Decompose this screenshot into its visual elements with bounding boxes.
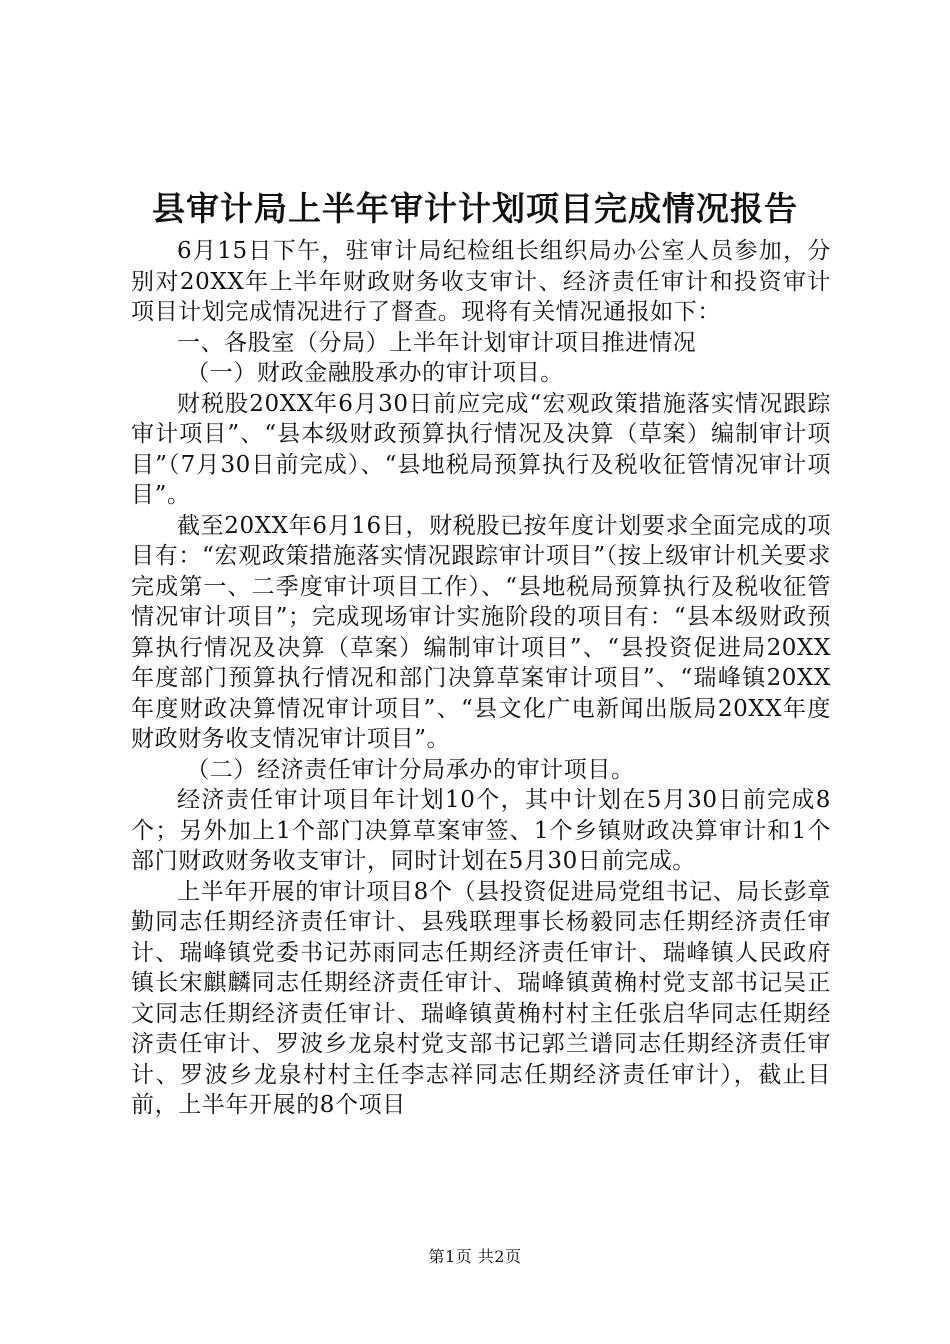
paragraph-finance-progress: 截至20XX年6月16日，财税股已按年度计划要求全面完成的项目有：“宏观政策措施落实情况跟踪审计项目”（按上级审计机关要求完成第一、二季度审计项目工作）、“县地税局预算执行及税收征管情况审计项目”；完成现场审计实施阶段的项目有：“县本级财政预算执行情况及决算（草案）编制审计项目”、“县投资促进局20XX年度部门预算执行情况和部门决算草案审计项目”、“瑞峰镇20XX年度财政决算情况审计项目”、“县文化广电新闻出版局20XX年度财政财务收支情况审计项目”。 (131, 512, 831, 752)
paragraph-economic-plan: 经济责任审计项目年计划10个，其中计划在5月30日前完成8个；另外加上1个部门决算草案审签、1个乡镇财政决算审计和1个部门财政财务收支审计，同时计划在5月30日前完成。 (131, 787, 831, 874)
subsection-heading-1: （一）财政金融股承办的审计项目。 (186, 360, 564, 386)
paragraph-finance-plan: 财税股20XX年6月30日前应完成“宏观政策措施落实情况跟踪审计项目”、“县本级财政预算执行情况及决算（草案）编制审计项目”（7月30日前完成）、“县地税局预算执行及税收征管情况审计项目”。 (131, 390, 831, 508)
page-footer: 第1页 共2页 (428, 1247, 522, 1266)
section-heading-1: 一、各股室（分局）上半年计划审计项目推进情况 (177, 329, 697, 356)
paragraph-economic-projects: 上半年开展的审计项目8个（县投资促进局党组书记、局长彭章勤同志任期经济责任审计、县残联理事长杨毅同志任期经济责任审计、瑞峰镇党委书记苏雨同志任期经济责任审计、瑞峰镇人民政府镇长宋麒麟同志任期经济责任审计、瑞峰镇黄桷村党支部书记吴正文同志任期经济责任审计、瑞峰镇黄桷村村主任张启华同志任期经济责任审计、罗波乡龙泉村党支部书记郭兰谱同志任期经济责任审计、罗波乡龙泉村村主任李志祥同志任期经济责任审计），截止目前，上半年开展的8个项目 (131, 878, 831, 1118)
document-title: 县审计局上半年审计计划项目完成情况报告 (152, 189, 798, 228)
subsection-heading-2: （二）经济责任审计分局承办的审计项目。 (186, 756, 635, 783)
paragraph-intro: 6月15日下午，驻审计局纪检组长组织局办公室人员参加，分别对20XX年上半年财政财务收支审计、经济责任审计和投资审计项目计划完成情况进行了督查。现将有关情况通报如下： (131, 238, 831, 325)
document-body (131, 236, 831, 1121)
